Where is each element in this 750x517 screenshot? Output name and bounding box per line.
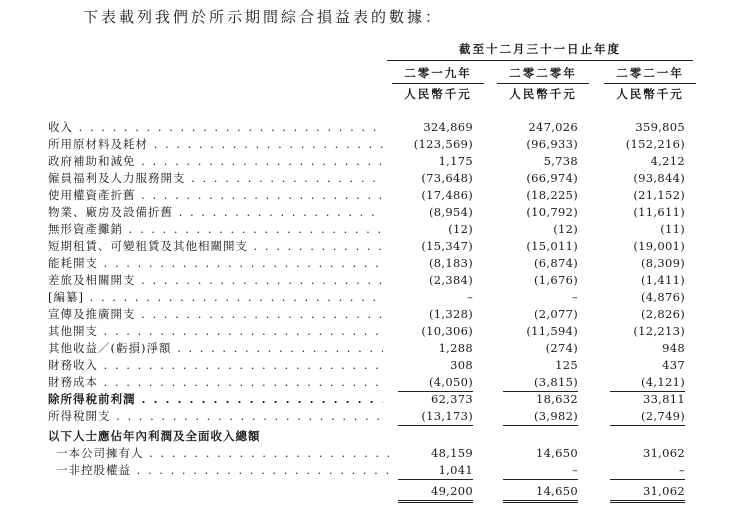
value-2021: (4,876): [641, 290, 685, 304]
value-2021: 437: [662, 358, 685, 372]
table-row: [48, 136, 698, 153]
value-2019: 308: [450, 358, 473, 372]
value-2021: 359,805: [635, 120, 685, 134]
column-header-2021: [604, 63, 696, 104]
table-row-section-heading: [48, 428, 698, 445]
table-row: [48, 323, 698, 340]
value-2021: (19,001): [633, 239, 685, 253]
value-2019: (73,648): [421, 171, 473, 185]
table-row: [48, 340, 698, 357]
value-2020: (15,011): [526, 239, 578, 253]
value-2019: (2,384): [429, 273, 473, 287]
row-label: 短期租賃、可變租賃及其他相關開支 . . .: [48, 238, 383, 255]
value-2020: 5,738: [543, 154, 578, 168]
value-2021: (1,411): [641, 273, 685, 287]
value-2021: (11): [660, 222, 685, 236]
row-label: [編纂] . . .: [48, 289, 383, 306]
column-header-2020: [497, 63, 589, 104]
value-2020: (18,225): [526, 188, 578, 202]
value-2019: (8,954): [429, 205, 473, 219]
value-2019: –: [466, 290, 473, 304]
table-row: [48, 462, 698, 479]
table-row: [48, 357, 698, 374]
value-2019: (1,328): [429, 307, 473, 321]
column-year: 二零二零年: [497, 63, 589, 84]
column-unit: 人民幣千元: [509, 87, 577, 101]
value-2019: (123,569): [413, 137, 473, 151]
table-row: [48, 153, 698, 170]
value-2020: (3,815): [503, 374, 578, 392]
table-row: [48, 374, 698, 391]
value-2020: –: [571, 290, 578, 304]
value-2020: –: [503, 462, 578, 480]
value-2021: –: [610, 462, 685, 480]
table-row: [48, 445, 698, 462]
value-2020: 18,632: [535, 392, 578, 406]
value-2019: 1,288: [438, 341, 473, 355]
section-heading: 以下人士應佔年內利潤及全面收入總額: [48, 429, 261, 443]
value-2021: (2,749): [610, 408, 685, 426]
value-2021: (152,216): [625, 137, 685, 151]
row-label: 差旅及相關開支 . . .: [48, 272, 383, 289]
value-2021: 33,811: [642, 392, 685, 406]
row-label: 物業、廠房及設備折舊 . . .: [48, 204, 383, 221]
value-2019: (13,173): [398, 408, 473, 426]
table-row: [48, 255, 698, 272]
column-unit: 人民幣千元: [404, 87, 472, 101]
table-row: [48, 238, 698, 255]
row-label: 財務收入 . . .: [48, 357, 383, 374]
row-label: 無形資產攤銷 . . .: [48, 221, 383, 238]
value-2021: (4,121): [610, 374, 685, 392]
value-2020: 14,650: [535, 446, 578, 460]
value-2020: (11,594): [526, 324, 578, 338]
value-2021: (8,309): [641, 256, 685, 270]
value-2019: (8,183): [429, 256, 473, 270]
value-2019: (4,050): [398, 374, 473, 392]
value-2020: 247,026: [528, 120, 578, 134]
value-2020: (1,676): [534, 273, 578, 287]
row-label: 所用原材料及耗材 . . .: [48, 136, 383, 153]
table-row-revenue: [48, 119, 698, 136]
row-label: 能耗開支 . . .: [48, 255, 383, 272]
value-2021: (2,826): [641, 307, 685, 321]
value-2021: (12,213): [633, 324, 685, 338]
row-label: 除所得稅前利潤 . . .: [48, 391, 383, 408]
value-2020: 14,650: [503, 483, 578, 503]
value-2021: (93,844): [633, 171, 685, 185]
column-year: 二零一九年: [392, 63, 484, 84]
value-2021: 31,062: [642, 446, 685, 460]
row-label: 政府補助和減免 . . .: [48, 153, 383, 170]
table-row: [48, 221, 698, 238]
value-2020: 125: [555, 358, 578, 372]
column-header-2019: [392, 63, 484, 104]
value-2019: 48,159: [430, 446, 473, 460]
value-2019: 1,175: [438, 154, 473, 168]
row-label: 其他收益／(虧損)淨額 . . .: [48, 340, 383, 357]
column-year: 二零二一年: [604, 63, 696, 84]
value-2019: 49,200: [398, 483, 473, 503]
table-row-profit-before-tax: [48, 391, 698, 408]
value-2019: 324,869: [423, 120, 473, 134]
value-2021: 948: [662, 341, 685, 355]
value-2020: (96,933): [526, 137, 578, 151]
value-2019: (17,486): [421, 188, 473, 202]
value-2019: (10,306): [421, 324, 473, 338]
value-2020: (6,874): [534, 256, 578, 270]
value-2020: (3,982): [503, 408, 578, 426]
table-row: [48, 170, 698, 187]
intro-text: 下表載列我們於所示期間綜合損益表的數據：: [83, 8, 444, 26]
period-header: 截至十二月三十一日止年度: [387, 41, 693, 61]
value-2021: (21,152): [633, 188, 685, 202]
table-row: [48, 187, 698, 204]
value-2019: (15,347): [421, 239, 473, 253]
table-row: [48, 289, 698, 306]
row-label: 其他開支 . . .: [48, 323, 383, 340]
row-label: 一本公司擁有人 . . .: [48, 445, 391, 462]
value-2020: (10,792): [526, 205, 578, 219]
column-unit: 人民幣千元: [616, 87, 684, 101]
value-2019: (12): [448, 222, 473, 236]
row-label: 宣傳及推廣開支 . . .: [48, 306, 383, 323]
row-label: 僱員福利及人力服務開支 . . .: [48, 170, 383, 187]
value-2020: (66,974): [526, 171, 578, 185]
row-label: 財務成本 . . .: [48, 374, 383, 391]
value-2021: 31,062: [610, 483, 685, 503]
value-2019: 62,373: [430, 392, 473, 406]
value-2020: (274): [545, 341, 578, 355]
value-2021: (11,611): [633, 205, 685, 219]
row-label: 所得稅開支 . . .: [48, 408, 383, 425]
table-row: [48, 272, 698, 289]
row-label: 使用權資產折舊 . . .: [48, 187, 383, 204]
value-2021: 4,212: [650, 154, 685, 168]
value-2019: 1,041: [398, 462, 473, 480]
value-2020: (2,077): [534, 307, 578, 321]
value-2020: (12): [553, 222, 578, 236]
table-row: [48, 408, 698, 425]
table-row: [48, 204, 698, 221]
row-label: 一非控股權益 . . .: [48, 462, 391, 479]
table-row: [48, 306, 698, 323]
row-label: 收入 . . .: [48, 119, 383, 136]
table-row-total: [48, 483, 698, 500]
